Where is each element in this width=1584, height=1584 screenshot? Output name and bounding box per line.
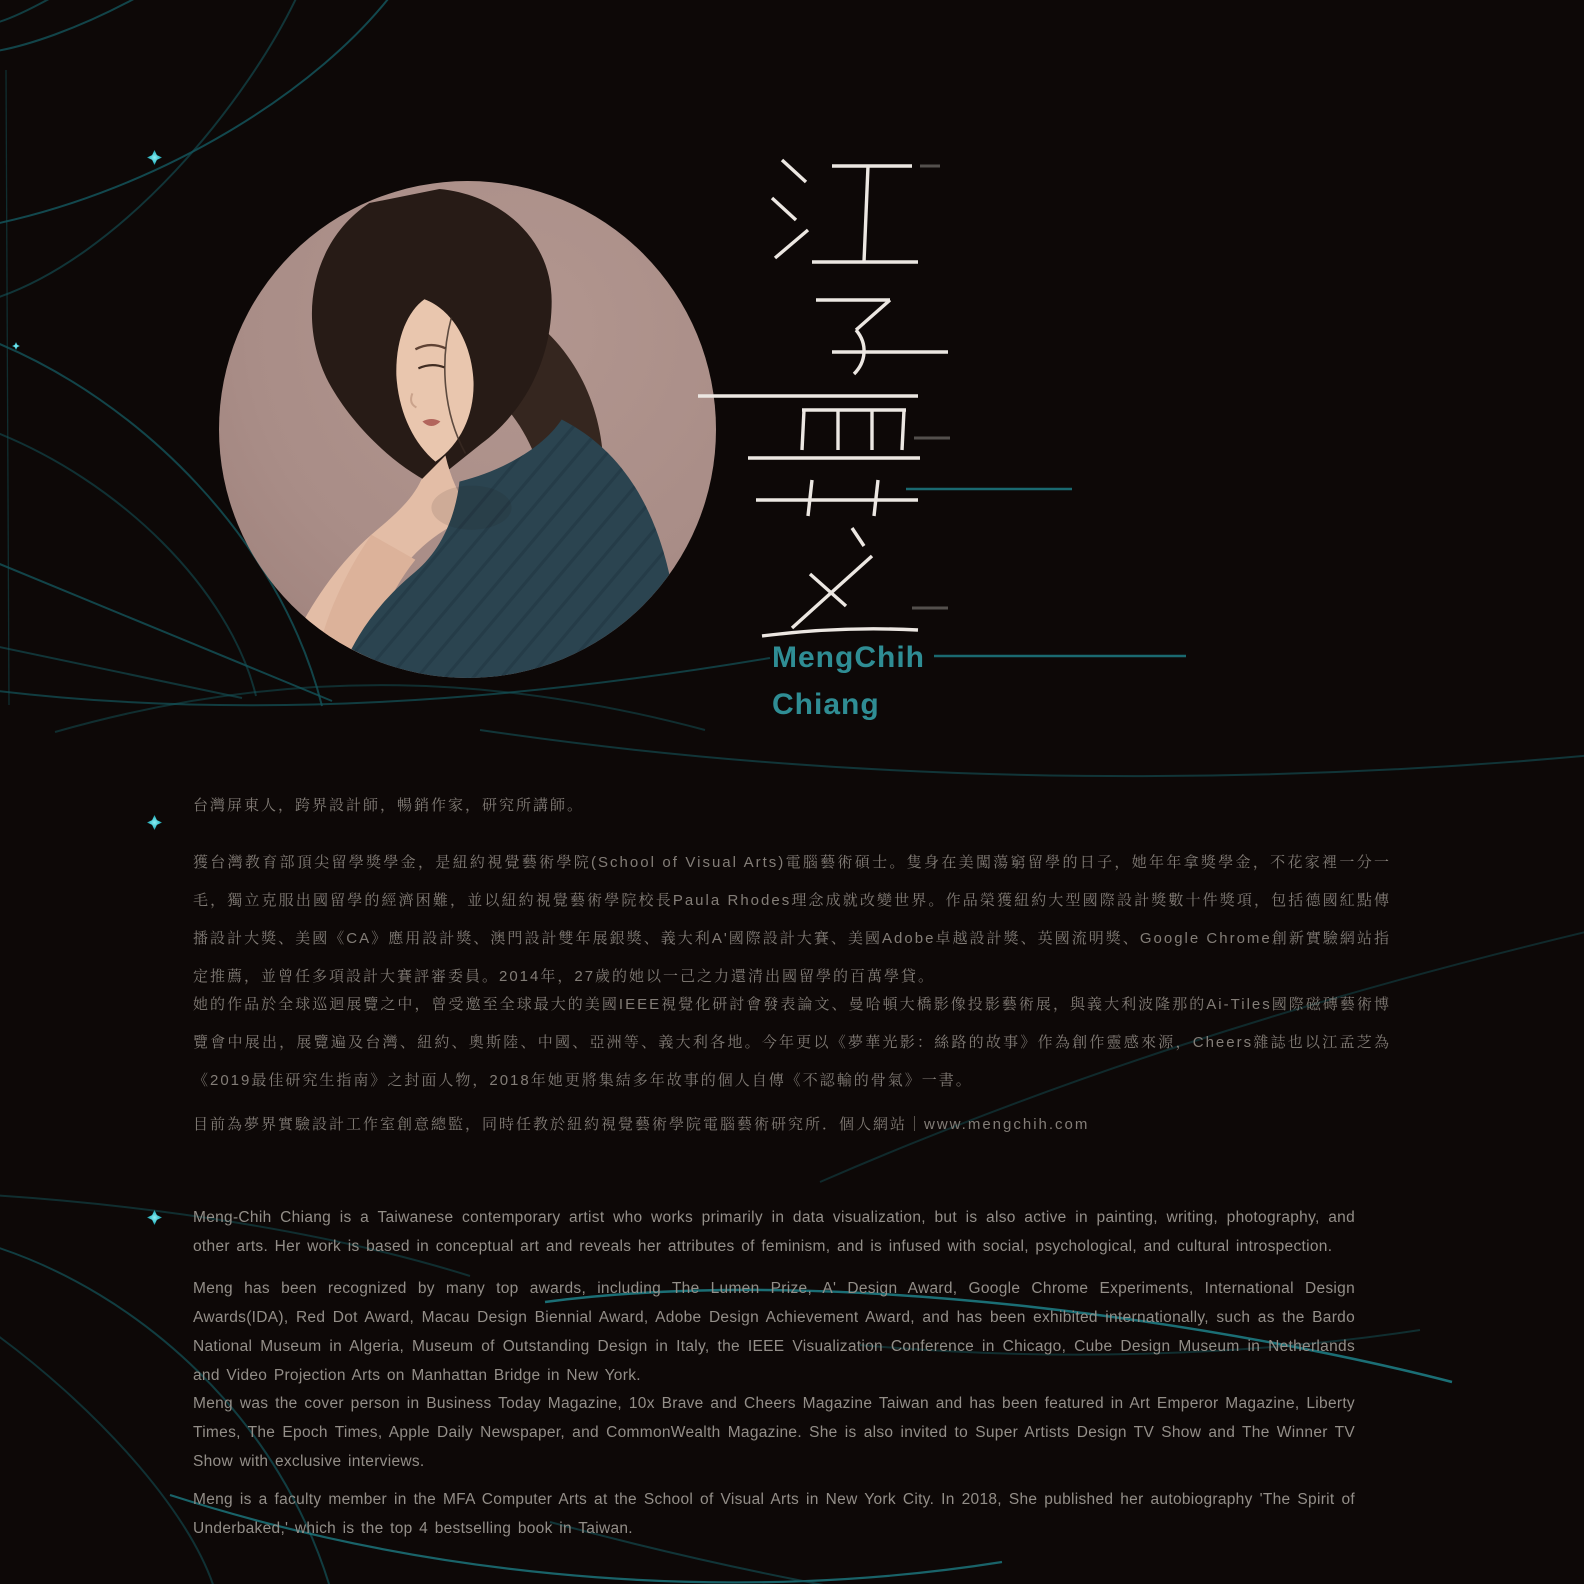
name-english-line1: MengChih	[772, 641, 925, 674]
zh-paragraph-3: 目前為夢界實驗設計工作室創意總監，同時任教於紐約視覺藝術學院電腦藝術研究所．個人網站｜www.mengchih.com	[193, 1116, 1090, 1133]
zh-paragraph-1: 獲台灣教育部頂尖留學獎學金，是紐約視覺藝術學院(School of Visual Arts)電腦藝術碩士。隻身在美闖蕩窮留學的日子，她年年拿獎學金，不花家裡一分一毛，獨立克服出國留學的經濟困難，並以紐約視覺藝術學院校長Paula Rhodes理念成就改變世界。作品榮獲紐約大型國際設計獎數十件獎項，包括德國紅點傳播設計大獎、美國《CA》應用設計獎、澳門設計雙年展銀獎、義大利A'國際設計大賽、美國Adobe卓越設計獎、英國流明獎、Google Chrome創新實驗網站指定推薦，並曾任多項設計大賽評審委員。2014年，27歲的她以一己之力還清出國留學的百萬學貸。	[193, 854, 1391, 985]
name-english-line2: Chiang	[772, 688, 880, 721]
zh-paragraph-2: 她的作品於全球巡迴展覽之中，曾受邀至全球最大的美國IEEE視覺化研討會發表論文、曼哈頓大橋影像投影藝術展，與義大利波隆那的Ai-Tiles國際磁磚藝術博覽會中展出，展覽遍及台灣、紐約、奧斯陸、中國、亞洲等、義大利各地。今年更以《夢華光影：絲路的故事》作為創作靈感來源，Cheers雜誌也以江孟芝為《2019最佳研究生指南》之封面人物，2018年她更將集結多年故事的個人自傳《不認輸的骨氣》一書。	[193, 996, 1391, 1089]
en-paragraph-2: Meng has been recognized by many top awards, including The Lumen Prize, A' Design Award, Google Chrome Experiments, International Design Awards(IDA), Red Dot Award, Macau Design Biennial Award, Adobe Design Achievement Award, and has been exhibited internationally, such as the Bardo National Museum in Algeria, Museum of Outstanding Design in Italy, the IEEE Visualization Conference in Chicago, Cube Design Museum in Netherlands and Video Projection Arts on Manhattan Bridge in New York.	[193, 1280, 1355, 1384]
en-paragraph-3: Meng was the cover person in Business Today Magazine, 10x Brave and Cheers Magazine Taiwan and has been featured in Art Emperor Magazine, Liberty Times, The Epoch Times, Apple Daily Newspaper, and CommonWealth Magazine. She is also invited to Super Artists Design TV Show and The Winner TV Show with exclusive interviews.	[193, 1395, 1355, 1470]
en-paragraph-4: Meng is a faculty member in the MFA Computer Arts at the School of Visual Arts in New York City. In 2018, She published her autobiography 'The Spirit of Underbaked,' which is the top 4 bestselling book in Taiwan.	[193, 1491, 1355, 1537]
zh-intro-line: 台灣屏東人，跨界設計師，暢銷作家，研究所講師。	[193, 797, 585, 814]
en-paragraph-1: Meng-Chih Chiang is a Taiwanese contemporary artist who works primarily in data visualization, but is also active in painting, writing, photography, and other arts. Her work is based in conceptual art and reveals her attributes of feminism, and is infused with social, psychological, and cultural introspection.	[193, 1209, 1355, 1255]
profile-photo	[219, 181, 716, 678]
name-english	[772, 634, 925, 728]
